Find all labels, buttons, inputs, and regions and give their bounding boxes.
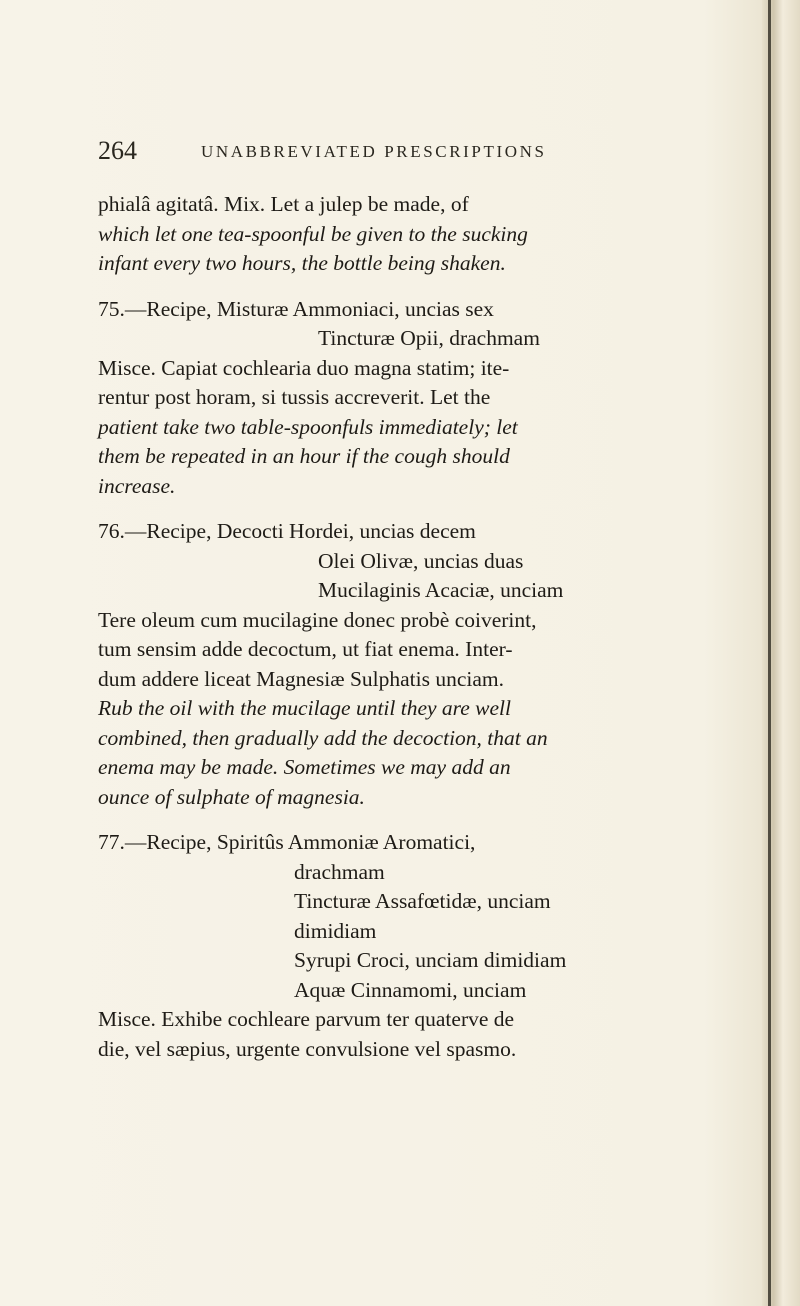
rx77-line-4: dimidiam xyxy=(294,918,377,943)
page-number: 264 xyxy=(98,136,137,165)
rx75-line-3: Misce. Capiat cochlearia duo magna statim; ite- xyxy=(98,355,510,380)
prescription-76 xyxy=(98,517,753,812)
rx75-line-5: patient take two table-spoonfuls immediately; let xyxy=(98,414,518,439)
rx76-line-2: Olei Olivæ, uncias duas xyxy=(318,548,524,573)
rx77-line-1: 77.—Recipe, Spiritûs Ammoniæ Aromatici, xyxy=(98,830,476,854)
intro-line-1: phialâ agitatâ. Mix. Let a julep be made, of xyxy=(98,192,469,216)
rx76-line-10: ounce of sulphate of magnesia. xyxy=(98,784,365,809)
rx76-line-3: Mucilaginis Acaciæ, unciam xyxy=(318,578,564,602)
rx77-line-2: drachmam xyxy=(294,859,385,884)
rx77-line-7: Misce. Exhibe cochleare parvum ter quaterve de xyxy=(98,1007,515,1031)
rx76-line-9: enema may be made. Sometimes we may add an xyxy=(98,755,511,779)
rx75-line-4: rentur post horam, si tussis accreverit. Let the xyxy=(98,385,491,409)
running-head: UNABBREVIATED PRESCRIPTIONS xyxy=(201,142,547,161)
rx77-line-6: Aquæ Cinnamomi, unciam xyxy=(294,977,527,1002)
body-text xyxy=(98,190,753,1080)
intro-line-3: infant every two hours, the bottle being shaken. xyxy=(98,251,506,275)
rx76-line-4: Tere oleum cum mucilagine donec probè coiverint, xyxy=(98,607,537,632)
rx77-line-8: die, vel sæpius, urgente convulsione vel spasmo. xyxy=(98,1036,517,1061)
gutter-edge xyxy=(768,0,771,1306)
rx77-line-3: Tincturæ Assafœtidæ, unciam xyxy=(294,889,551,913)
page-header xyxy=(98,136,658,164)
rx76-line-7: Rub the oil with the mucilage until they are well xyxy=(98,696,512,720)
rx76-line-5: tum sensim adde decoctum, ut fiat enema. Inter- xyxy=(98,637,513,661)
rx75-line-7: increase. xyxy=(98,473,176,498)
prescription-77 xyxy=(98,828,753,1064)
prescription-75 xyxy=(98,295,753,502)
rx76-line-6: dum addere liceat Magnesiæ Sulphatis unciam. xyxy=(98,666,505,691)
intro-line-2: which let one tea-spoonful be given to the sucking xyxy=(98,221,528,246)
rx76-line-1: 76.—Recipe, Decocti Hordei, uncias decem xyxy=(98,519,476,543)
intro-paragraph xyxy=(98,190,753,279)
rx76-line-8: combined, then gradually add the decoction, that an xyxy=(98,725,548,750)
rx77-line-5: Syrupi Croci, unciam dimidiam xyxy=(294,948,567,972)
rx75-line-2: Tincturæ Opii, drachmam xyxy=(318,326,540,350)
rx75-line-6: them be repeated in an hour if the cough should xyxy=(98,444,510,468)
rx75-line-1: 75.—Recipe, Misturæ Ammoniaci, uncias sex xyxy=(98,296,494,321)
